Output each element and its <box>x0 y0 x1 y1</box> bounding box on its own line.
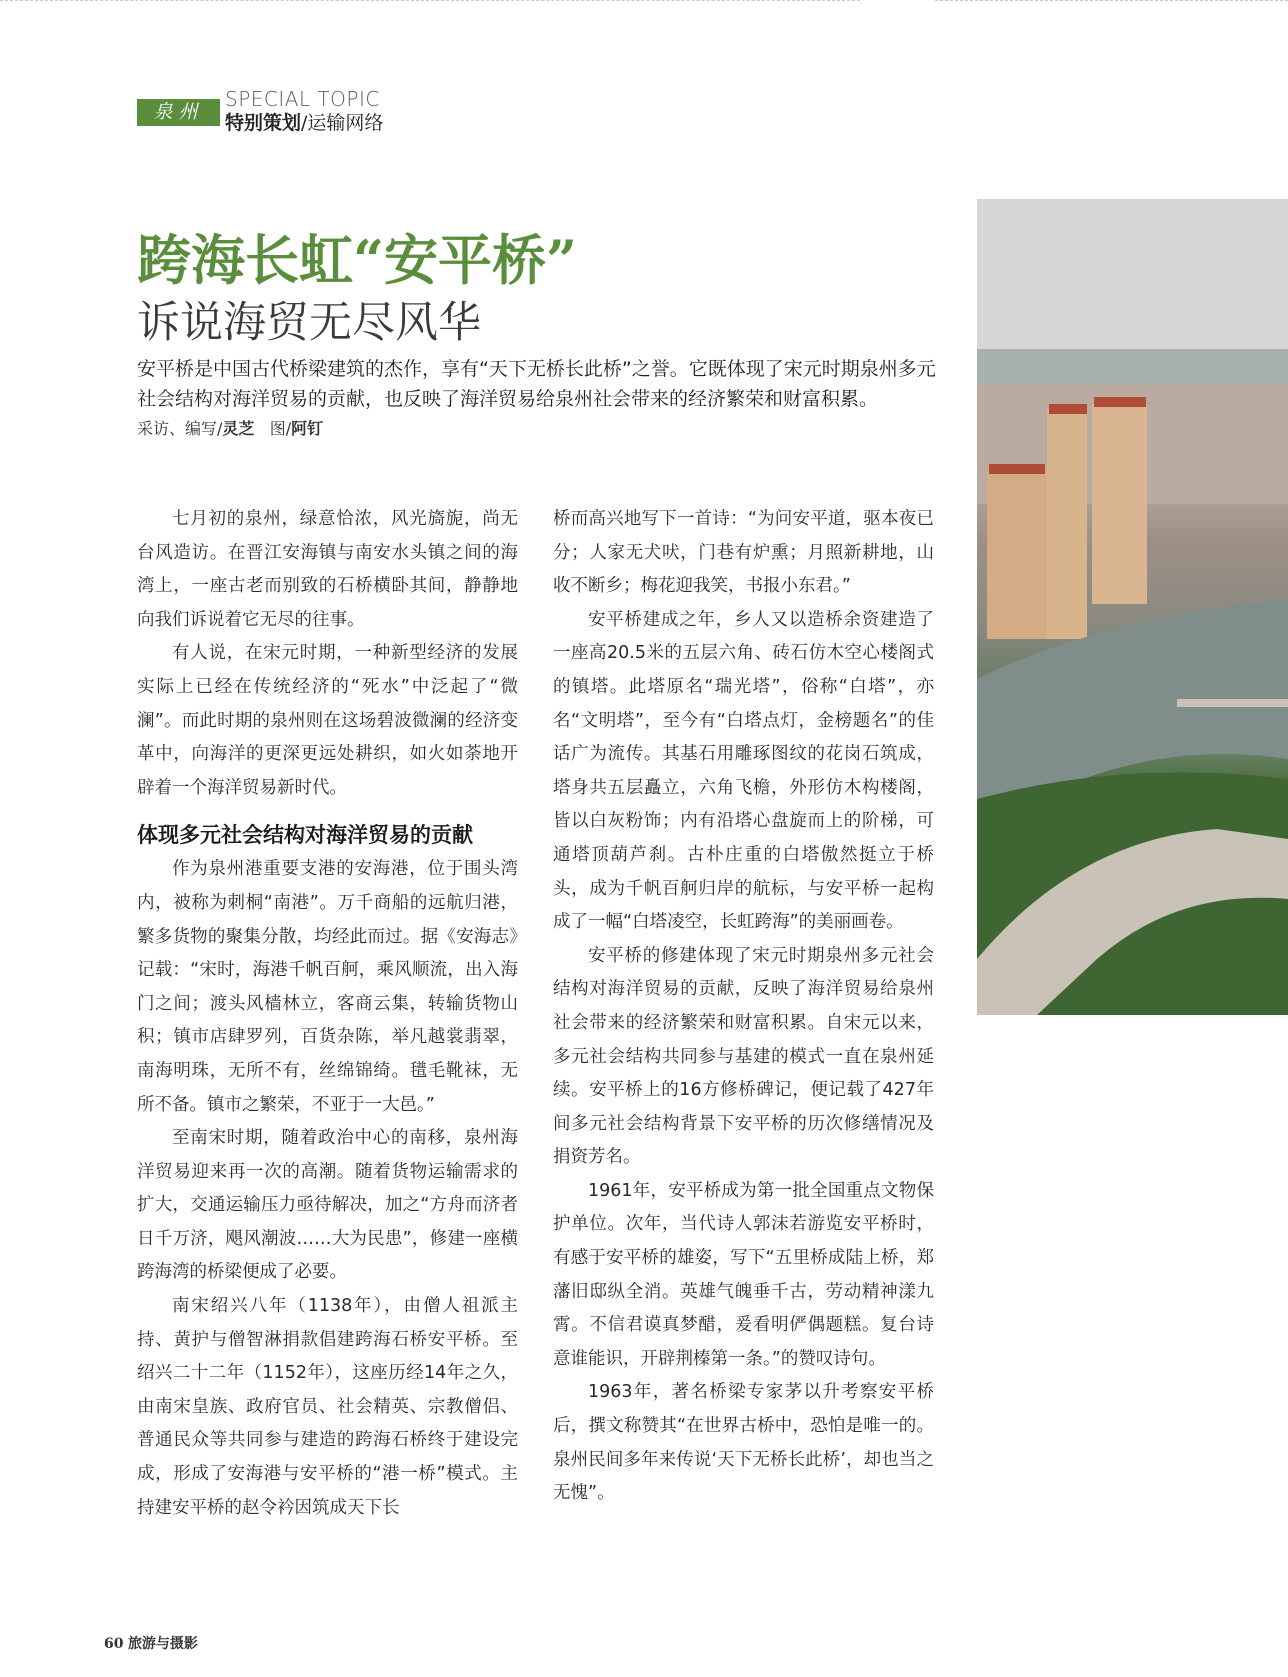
paragraph: 桥而高兴地写下一首诗：“为问安平道，驱本夜已分；人家无犬吠，门巷有炉熏；月照新耕地，山收不断乡；梅花迎我笑，书报小东君。” <box>553 509 934 597</box>
text-column-left <box>137 503 518 1525</box>
photo-label: 图/ <box>269 419 292 438</box>
page-footer <box>104 1633 198 1653</box>
bridge <box>1177 699 1288 707</box>
writer-name: 灵芝 <box>222 419 255 438</box>
tower-block <box>1047 409 1087 639</box>
section-rest: /运输网络 <box>301 112 384 134</box>
photo-illustration <box>977 199 1288 1015</box>
section-strong: 特别策划 <box>225 112 302 134</box>
writer-label: 采访、编写/ <box>137 419 223 438</box>
text-column-right <box>553 503 934 1511</box>
section-heading: 体现多元社会结构对海洋贸易的贡献 <box>137 823 473 848</box>
photographer-name: 阿钉 <box>291 419 324 438</box>
article-title: 跨海长虹“安平桥” <box>137 228 578 292</box>
top-dashed-line-left <box>0 0 860 3</box>
article-lead: 安平桥是中国古代桥梁建筑的杰作，享有“天下无桥长此桥”之誉。它既体现了宋元时期泉州多元社会结构对海洋贸易的贡献，也反映了海洋贸易给泉州社会带来的经济繁荣和财富积累。 <box>137 358 936 410</box>
paragraph: 安平桥建成之年，乡人又以造桥余资建造了一座高20.5米的五层六角、砖石仿木空心楼阁式的镇塔。此塔原名“瑞光塔”，俗称“白塔”，亦名“文明塔”，至今有“白塔点灯，金榜题名”的佳话广为流传。其基石用雕琢图纹的花岗石筑成，塔身共五层矗立，六角飞檐，外形仿木构楼阁，皆以白灰粉饰；内有沿塔心盘旋而上的阶梯，可通塔顶葫芦刹。古朴庄重的白塔傲然挺立于桥头，成为千帆百舸归岸的航标，与安平桥一起构成了一幅“白塔凌空，长虹跨海”的美丽画卷。 <box>553 609 934 933</box>
paragraph: 有人说，在宋元时期，一种新型经济的发展实际上已经在传统经济的“死水”中泛起了“微澜”。而此时期的泉州则在这场碧波微澜的经济变革中，向海洋的更深更远处耕织，如火如荼地开辟着一个海洋贸易新时代。 <box>137 643 518 798</box>
tower-block <box>987 469 1047 639</box>
paragraph: 安平桥的修建体现了宋元时期泉州多元社会结构对海洋贸易的贡献，反映了海洋贸易给泉州社会带来的经济繁荣和财富积累。自宋元以来，多元社会结构共同参与基建的模式一直在泉州延续。安平桥上的16方修桥碑记，便记载了427年间多元社会结构背景下安平桥的历次修缮情况及捐资芳名。 <box>553 945 934 1168</box>
article-subtitle: 诉说海贸无尽风华 <box>137 298 481 348</box>
section-label <box>225 111 383 135</box>
byline <box>137 417 323 441</box>
roof <box>989 464 1045 474</box>
paragraph: 南宋绍兴八年（1138年），由僧人祖派主持、黄护与僧智淋捐款倡建跨海石桥安平桥。至绍兴二十二年（1152年），这座历经14年之久，由南宋皇族、政府官员、社会精英、宗教僧侣、普通民众等共同参与建造的跨海石桥终于建设完成，形成了安海港与安平桥的“港一桥”模式。主持建安平桥的赵令衿因筑成天下长 <box>137 1296 518 1518</box>
distant-sea <box>977 349 1288 389</box>
paragraph: 至南宋时期，随着政治中心的南移，泉州海洋贸易迎来再一次的高潮。随着货物运输需求的扩大，交通运输压力亟待解决，加之“方舟而济者日千万济，飓风潮波……大为民患”，修建一座横跨海湾的桥梁便成了必要。 <box>137 1128 518 1283</box>
paragraph: 1961年，安平桥成为第一批全国重点文物保护单位。次年，当代诗人郭沫若游览安平桥时，有感于安平桥的雄姿，写下“五里桥成陆上桥，郑藩旧邸纵全消。英雄气魄垂千古，劳动精神漾九霄。不信君谟真梦醋，爰看明俨偶题糕。复台诗意谁能识，开辟荆榛第一条。”的赞叹诗句。 <box>553 1180 934 1369</box>
city-aerial-photo <box>977 199 1288 1015</box>
paragraph: 1963年，著名桥梁专家茅以升考察安平桥后，撰文称赞其“在世界古桥中，恐怕是唯一的。泉州民间多年来传说‘天下无桥长此桥’，却也当之无愧”。 <box>553 1382 934 1504</box>
special-topic-label: SPECIAL TOPIC <box>225 87 380 111</box>
roof <box>1049 404 1087 414</box>
paragraph: 作为泉州港重要支港的安海港，位于围头湾内，被称为刺桐“南港”。万千商船的远航归港，繁多货物的聚集分散，均经此而过。据《安海志》记载：“宋时，海港千帆百舸，乘风顺流，出入海门之间；渡头风樯林立，客商云集，转输货物山积；镇市店肆罗列，百货杂陈，举凡越裳翡翠，南海明珠，无所不有，丝绵锦绮。氆毛靴袜，无所不备。镇市之繁荣，不亚于一大邑。” <box>137 859 518 1115</box>
top-dashed-line-right <box>935 0 1288 3</box>
paragraph: 七月初的泉州，绿意恰浓，风光旖旎，尚无台风造访。在晋江安海镇与南安水头镇之间的海湾上，一座古老而别致的石桥横卧其间，静静地向我们诉说着它无尽的往事。 <box>137 509 518 630</box>
page-number: 60 <box>104 1636 124 1652</box>
tower-block <box>1092 404 1147 604</box>
region-badge: 泉州 <box>137 99 220 126</box>
magazine-name: 旅游与摄影 <box>127 1636 198 1652</box>
roof <box>1094 397 1146 407</box>
sky <box>977 199 1288 349</box>
